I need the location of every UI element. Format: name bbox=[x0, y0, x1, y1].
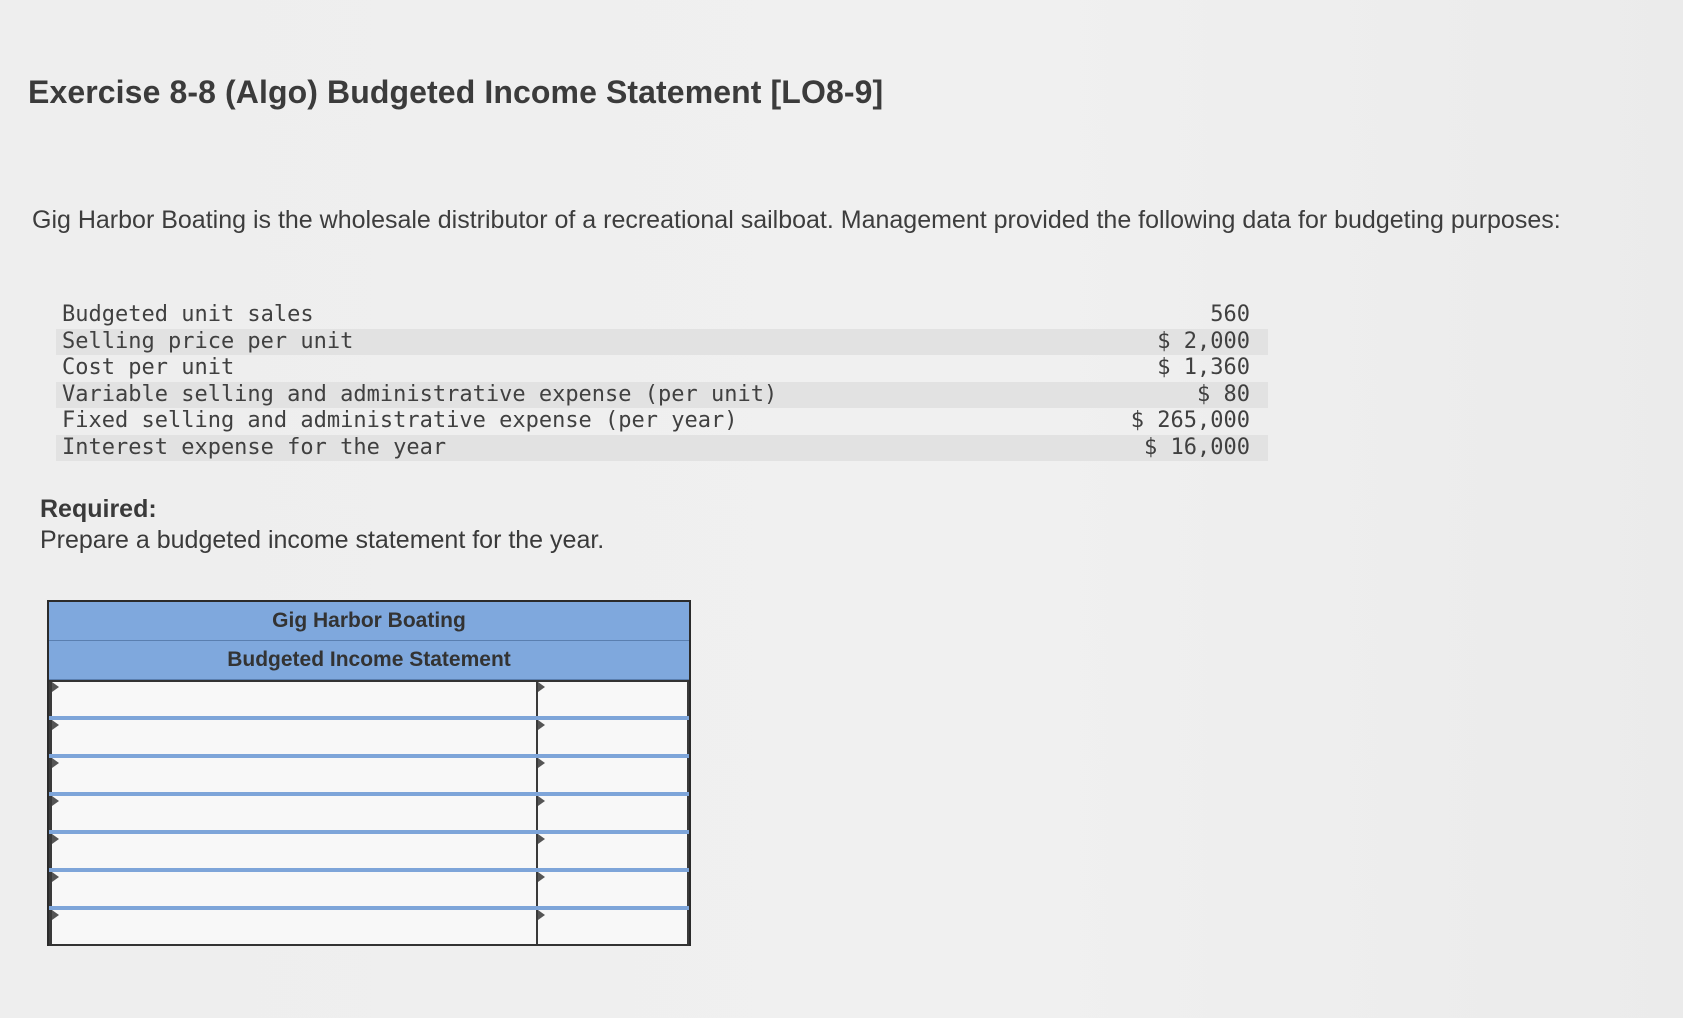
statement-amount-input[interactable] bbox=[538, 796, 689, 830]
data-row bbox=[56, 302, 1268, 329]
statement-row bbox=[49, 910, 689, 946]
cell-marker-icon bbox=[52, 720, 59, 730]
data-value: $ 80 bbox=[1197, 381, 1250, 407]
statement-label-input[interactable] bbox=[49, 682, 538, 716]
statement-label-input[interactable] bbox=[49, 910, 538, 944]
required-heading: Required: bbox=[40, 495, 157, 523]
statement-label-input[interactable] bbox=[49, 720, 538, 754]
data-label: Fixed selling and administrative expense (per year) bbox=[62, 408, 738, 433]
statement-label-input[interactable] bbox=[49, 834, 538, 868]
cell-marker-icon bbox=[52, 796, 59, 806]
statement-row bbox=[49, 872, 689, 910]
statement-title: Budgeted Income Statement bbox=[49, 641, 689, 680]
statement-row bbox=[49, 796, 689, 834]
data-label: Cost per unit bbox=[62, 355, 235, 380]
cell-marker-icon bbox=[52, 682, 59, 692]
data-value: $ 16,000 bbox=[1144, 434, 1250, 460]
data-value: $ 265,000 bbox=[1130, 408, 1250, 433]
cell-marker-icon bbox=[538, 796, 545, 806]
cell-marker-icon bbox=[52, 758, 59, 768]
budgeted-income-statement-table bbox=[47, 600, 691, 946]
statement-row bbox=[49, 682, 689, 720]
data-row bbox=[56, 382, 1268, 409]
statement-amount-input[interactable] bbox=[538, 758, 689, 792]
data-value: 560 bbox=[1210, 302, 1250, 327]
statement-amount-input[interactable] bbox=[538, 834, 689, 868]
statement-row bbox=[49, 758, 689, 796]
data-value: $ 1,360 bbox=[1157, 355, 1250, 380]
data-label: Variable selling and administrative expense (per unit) bbox=[62, 381, 778, 407]
cell-marker-icon bbox=[538, 720, 545, 730]
data-label: Interest expense for the year bbox=[62, 434, 447, 460]
budget-data-table bbox=[56, 302, 1268, 461]
statement-company-name: Gig Harbor Boating bbox=[49, 602, 689, 641]
cell-marker-icon bbox=[538, 682, 545, 692]
statement-label-input[interactable] bbox=[49, 758, 538, 792]
cell-marker-icon bbox=[538, 910, 545, 920]
cell-marker-icon bbox=[52, 910, 59, 920]
statement-amount-input[interactable] bbox=[538, 682, 689, 716]
data-label: Budgeted unit sales bbox=[62, 302, 314, 327]
data-row bbox=[56, 355, 1268, 382]
cell-marker-icon bbox=[538, 758, 545, 768]
statement-amount-input[interactable] bbox=[538, 720, 689, 754]
required-instruction: Prepare a budgeted income statement for the year. bbox=[40, 526, 605, 554]
statement-row bbox=[49, 720, 689, 758]
statement-body bbox=[49, 680, 689, 946]
statement-row bbox=[49, 834, 689, 872]
statement-label-input[interactable] bbox=[49, 796, 538, 830]
cell-marker-icon bbox=[538, 872, 545, 882]
data-row bbox=[56, 329, 1268, 356]
statement-label-input[interactable] bbox=[49, 872, 538, 906]
statement-amount-input[interactable] bbox=[538, 872, 689, 906]
data-row bbox=[56, 435, 1268, 462]
data-row bbox=[56, 408, 1268, 435]
cell-marker-icon bbox=[52, 834, 59, 844]
cell-marker-icon bbox=[52, 872, 59, 882]
data-value: $ 2,000 bbox=[1157, 328, 1250, 354]
exercise-title: Exercise 8-8 (Algo) Budgeted Income Statement [LO8-9] bbox=[28, 74, 884, 110]
statement-amount-input[interactable] bbox=[538, 910, 689, 944]
cell-marker-icon bbox=[538, 834, 545, 844]
intro-paragraph: Gig Harbor Boating is the wholesale distributor of a recreational sailboat. Management provided the following data for budgeting purposes: bbox=[32, 206, 1561, 234]
data-label: Selling price per unit bbox=[62, 328, 354, 354]
